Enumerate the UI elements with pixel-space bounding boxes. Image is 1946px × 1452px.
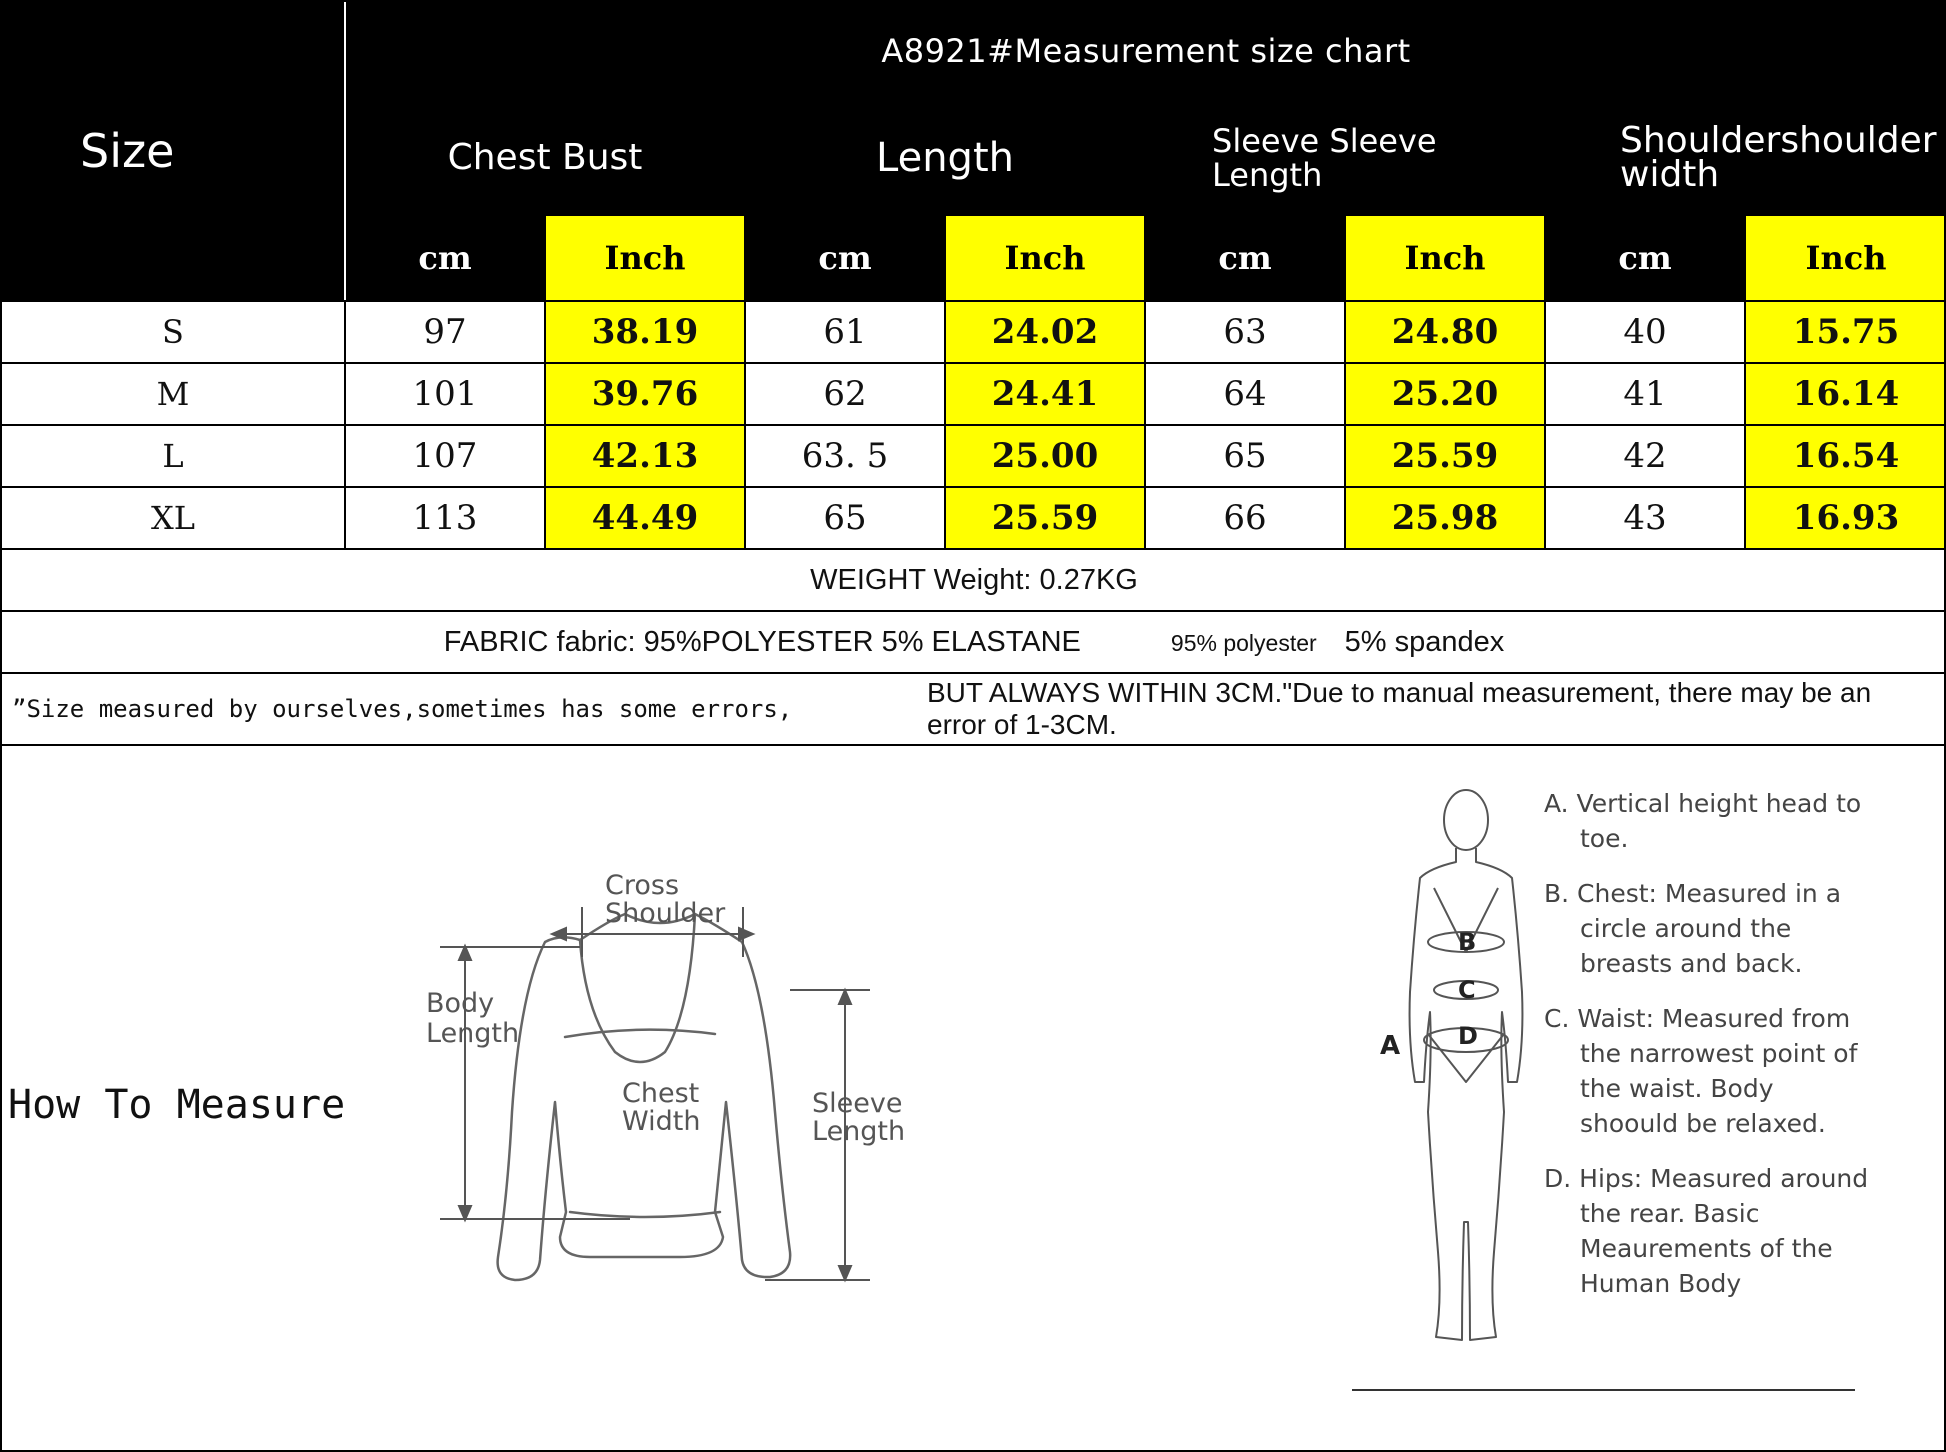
marker-a: A bbox=[1380, 1031, 1401, 1061]
unit-shoulder-cm: cm bbox=[1545, 215, 1745, 301]
group-shoulder bbox=[1545, 101, 1946, 215]
shoulder-cm-cell: 42 bbox=[1545, 425, 1745, 487]
sweater-neckline-shape bbox=[580, 914, 695, 1062]
length-inch-cell: 24.41 bbox=[945, 363, 1145, 425]
body-outline-shape bbox=[1410, 848, 1523, 1340]
body-length-arrow-top bbox=[459, 946, 471, 960]
sleeve-label-line1: Sleeve bbox=[812, 1088, 903, 1119]
table-row bbox=[1, 301, 1946, 363]
cross-label-line1: Cross bbox=[605, 870, 680, 901]
shoulder-cm-cell: 41 bbox=[1545, 363, 1745, 425]
chest-width-label-line1: Chest bbox=[622, 1078, 700, 1109]
unit-length-inch: Inch bbox=[945, 215, 1145, 301]
size-cell: L bbox=[1, 425, 345, 487]
unit-sleeve-cm: cm bbox=[1145, 215, 1345, 301]
length-cm-cell: 65 bbox=[745, 487, 945, 549]
how-to-measure-heading: How To Measure bbox=[8, 1082, 346, 1128]
sleeve-cm-cell: 64 bbox=[1145, 363, 1345, 425]
body-length-label-line1: Body bbox=[426, 988, 495, 1019]
group-sleeve bbox=[1145, 101, 1545, 215]
unit-sleeve-inch: Inch bbox=[1345, 215, 1545, 301]
chart-title: A8921#Measurement size chart bbox=[345, 1, 1946, 101]
measurement-legend bbox=[1544, 786, 1874, 1321]
marker-d: D bbox=[1458, 1022, 1478, 1050]
group-shoulder-label: Shouldershoulder width bbox=[1620, 120, 1937, 195]
marker-c: C bbox=[1458, 976, 1476, 1004]
shoulder-cm-cell: 43 bbox=[1545, 487, 1745, 549]
fabric-row bbox=[1, 611, 1946, 673]
sleeve-inch-cell: 25.59 bbox=[1345, 425, 1545, 487]
shoulder-cm-cell: 40 bbox=[1545, 301, 1745, 363]
group-chest: Chest Bust bbox=[345, 101, 745, 215]
legend-item-d: D. Hips: Measured around the rear. Basic Meaurements of the Human Body bbox=[1544, 1164, 1869, 1298]
note-text-mono: ”Size measured by ourselves,sometimes has some errors, bbox=[12, 695, 793, 723]
how-to-measure-section bbox=[0, 742, 1946, 1450]
chest-cm-cell: 101 bbox=[345, 363, 545, 425]
chest-inch-cell: 44.49 bbox=[545, 487, 745, 549]
hem-line-shape bbox=[570, 1212, 720, 1217]
size-header: Size bbox=[1, 1, 345, 301]
cross-shoulder-arrow-right bbox=[739, 928, 753, 940]
shoulder-inch-cell: 15.75 bbox=[1745, 301, 1946, 363]
size-cell: XL bbox=[1, 487, 345, 549]
chest-inch-cell: 38.19 bbox=[545, 301, 745, 363]
sleeve-length-arrow-bottom bbox=[839, 1266, 851, 1280]
fabric-spandex-text: 5% spandex bbox=[1344, 625, 1505, 658]
sweater-diagram bbox=[420, 862, 920, 1302]
fabric-polyester-text: 95% polyester bbox=[1170, 629, 1317, 656]
length-cm-cell: 62 bbox=[745, 363, 945, 425]
fabric-text: FABRIC fabric: 95%POLYESTER 5% ELASTANE bbox=[443, 625, 1081, 658]
table-row bbox=[1, 363, 1946, 425]
head-shape bbox=[1444, 790, 1488, 850]
note-text: BUT ALWAYS WITHIN 3CM."Due to manual measurement, there may be an error of 1-3CM. bbox=[927, 677, 1872, 740]
sleeve-cm-cell: 63 bbox=[1145, 301, 1345, 363]
table-row bbox=[1, 487, 1946, 549]
sleeve-cm-cell: 66 bbox=[1145, 487, 1345, 549]
group-length: Length bbox=[745, 101, 1145, 215]
body-length-arrow-bottom bbox=[459, 1206, 471, 1220]
measurement-note-row bbox=[1, 673, 1946, 745]
body-diagram bbox=[1370, 782, 1570, 1372]
legend-item-a: A. Vertical height head to toe. bbox=[1544, 789, 1862, 853]
chest-inch-cell: 39.76 bbox=[545, 363, 745, 425]
sleeve-length-arrow-top bbox=[839, 990, 851, 1004]
unit-shoulder-inch: Inch bbox=[1745, 215, 1946, 301]
length-cm-cell: 63. 5 bbox=[745, 425, 945, 487]
table-row bbox=[1, 425, 1946, 487]
length-cm-cell: 61 bbox=[745, 301, 945, 363]
shoulder-inch-cell: 16.93 bbox=[1745, 487, 1946, 549]
chest-inch-cell: 42.13 bbox=[545, 425, 745, 487]
legend-divider bbox=[1352, 1389, 1855, 1391]
shoulder-inch-cell: 16.54 bbox=[1745, 425, 1946, 487]
length-inch-cell: 25.59 bbox=[945, 487, 1145, 549]
length-inch-cell: 24.02 bbox=[945, 301, 1145, 363]
chest-cm-cell: 107 bbox=[345, 425, 545, 487]
group-sleeve-label: Sleeve Sleeve Length bbox=[1212, 122, 1437, 194]
sleeve-label-line2: Length bbox=[812, 1116, 906, 1147]
unit-chest-inch: Inch bbox=[545, 215, 745, 301]
chest-cm-cell: 97 bbox=[345, 301, 545, 363]
unit-chest-cm: cm bbox=[345, 215, 545, 301]
size-cell: S bbox=[1, 301, 345, 363]
cross-label-line2: Shoulder bbox=[605, 898, 726, 929]
legend-item-c: C. Waist: Measured from the narrowest point of the waist. Body shoould be relaxed. bbox=[1544, 1004, 1858, 1138]
sleeve-inch-cell: 25.98 bbox=[1345, 487, 1545, 549]
legend-item-b: B. Chest: Measured in a circle around the breasts and back. bbox=[1544, 879, 1842, 978]
unit-length-cm: cm bbox=[745, 215, 945, 301]
chest-width-label-line2: Width bbox=[622, 1106, 701, 1137]
length-inch-cell: 25.00 bbox=[945, 425, 1145, 487]
sleeve-cm-cell: 65 bbox=[1145, 425, 1345, 487]
size-cell: M bbox=[1, 363, 345, 425]
shoulder-inch-cell: 16.14 bbox=[1745, 363, 1946, 425]
marker-b: B bbox=[1458, 928, 1477, 956]
sleeve-inch-cell: 25.20 bbox=[1345, 363, 1545, 425]
body-length-label-line2: Length bbox=[426, 1018, 520, 1049]
chest-line-shape bbox=[565, 1030, 715, 1037]
chest-cm-cell: 113 bbox=[345, 487, 545, 549]
sleeve-inch-cell: 24.80 bbox=[1345, 301, 1545, 363]
weight-row: WEIGHT Weight: 0.27KG bbox=[1, 549, 1946, 611]
